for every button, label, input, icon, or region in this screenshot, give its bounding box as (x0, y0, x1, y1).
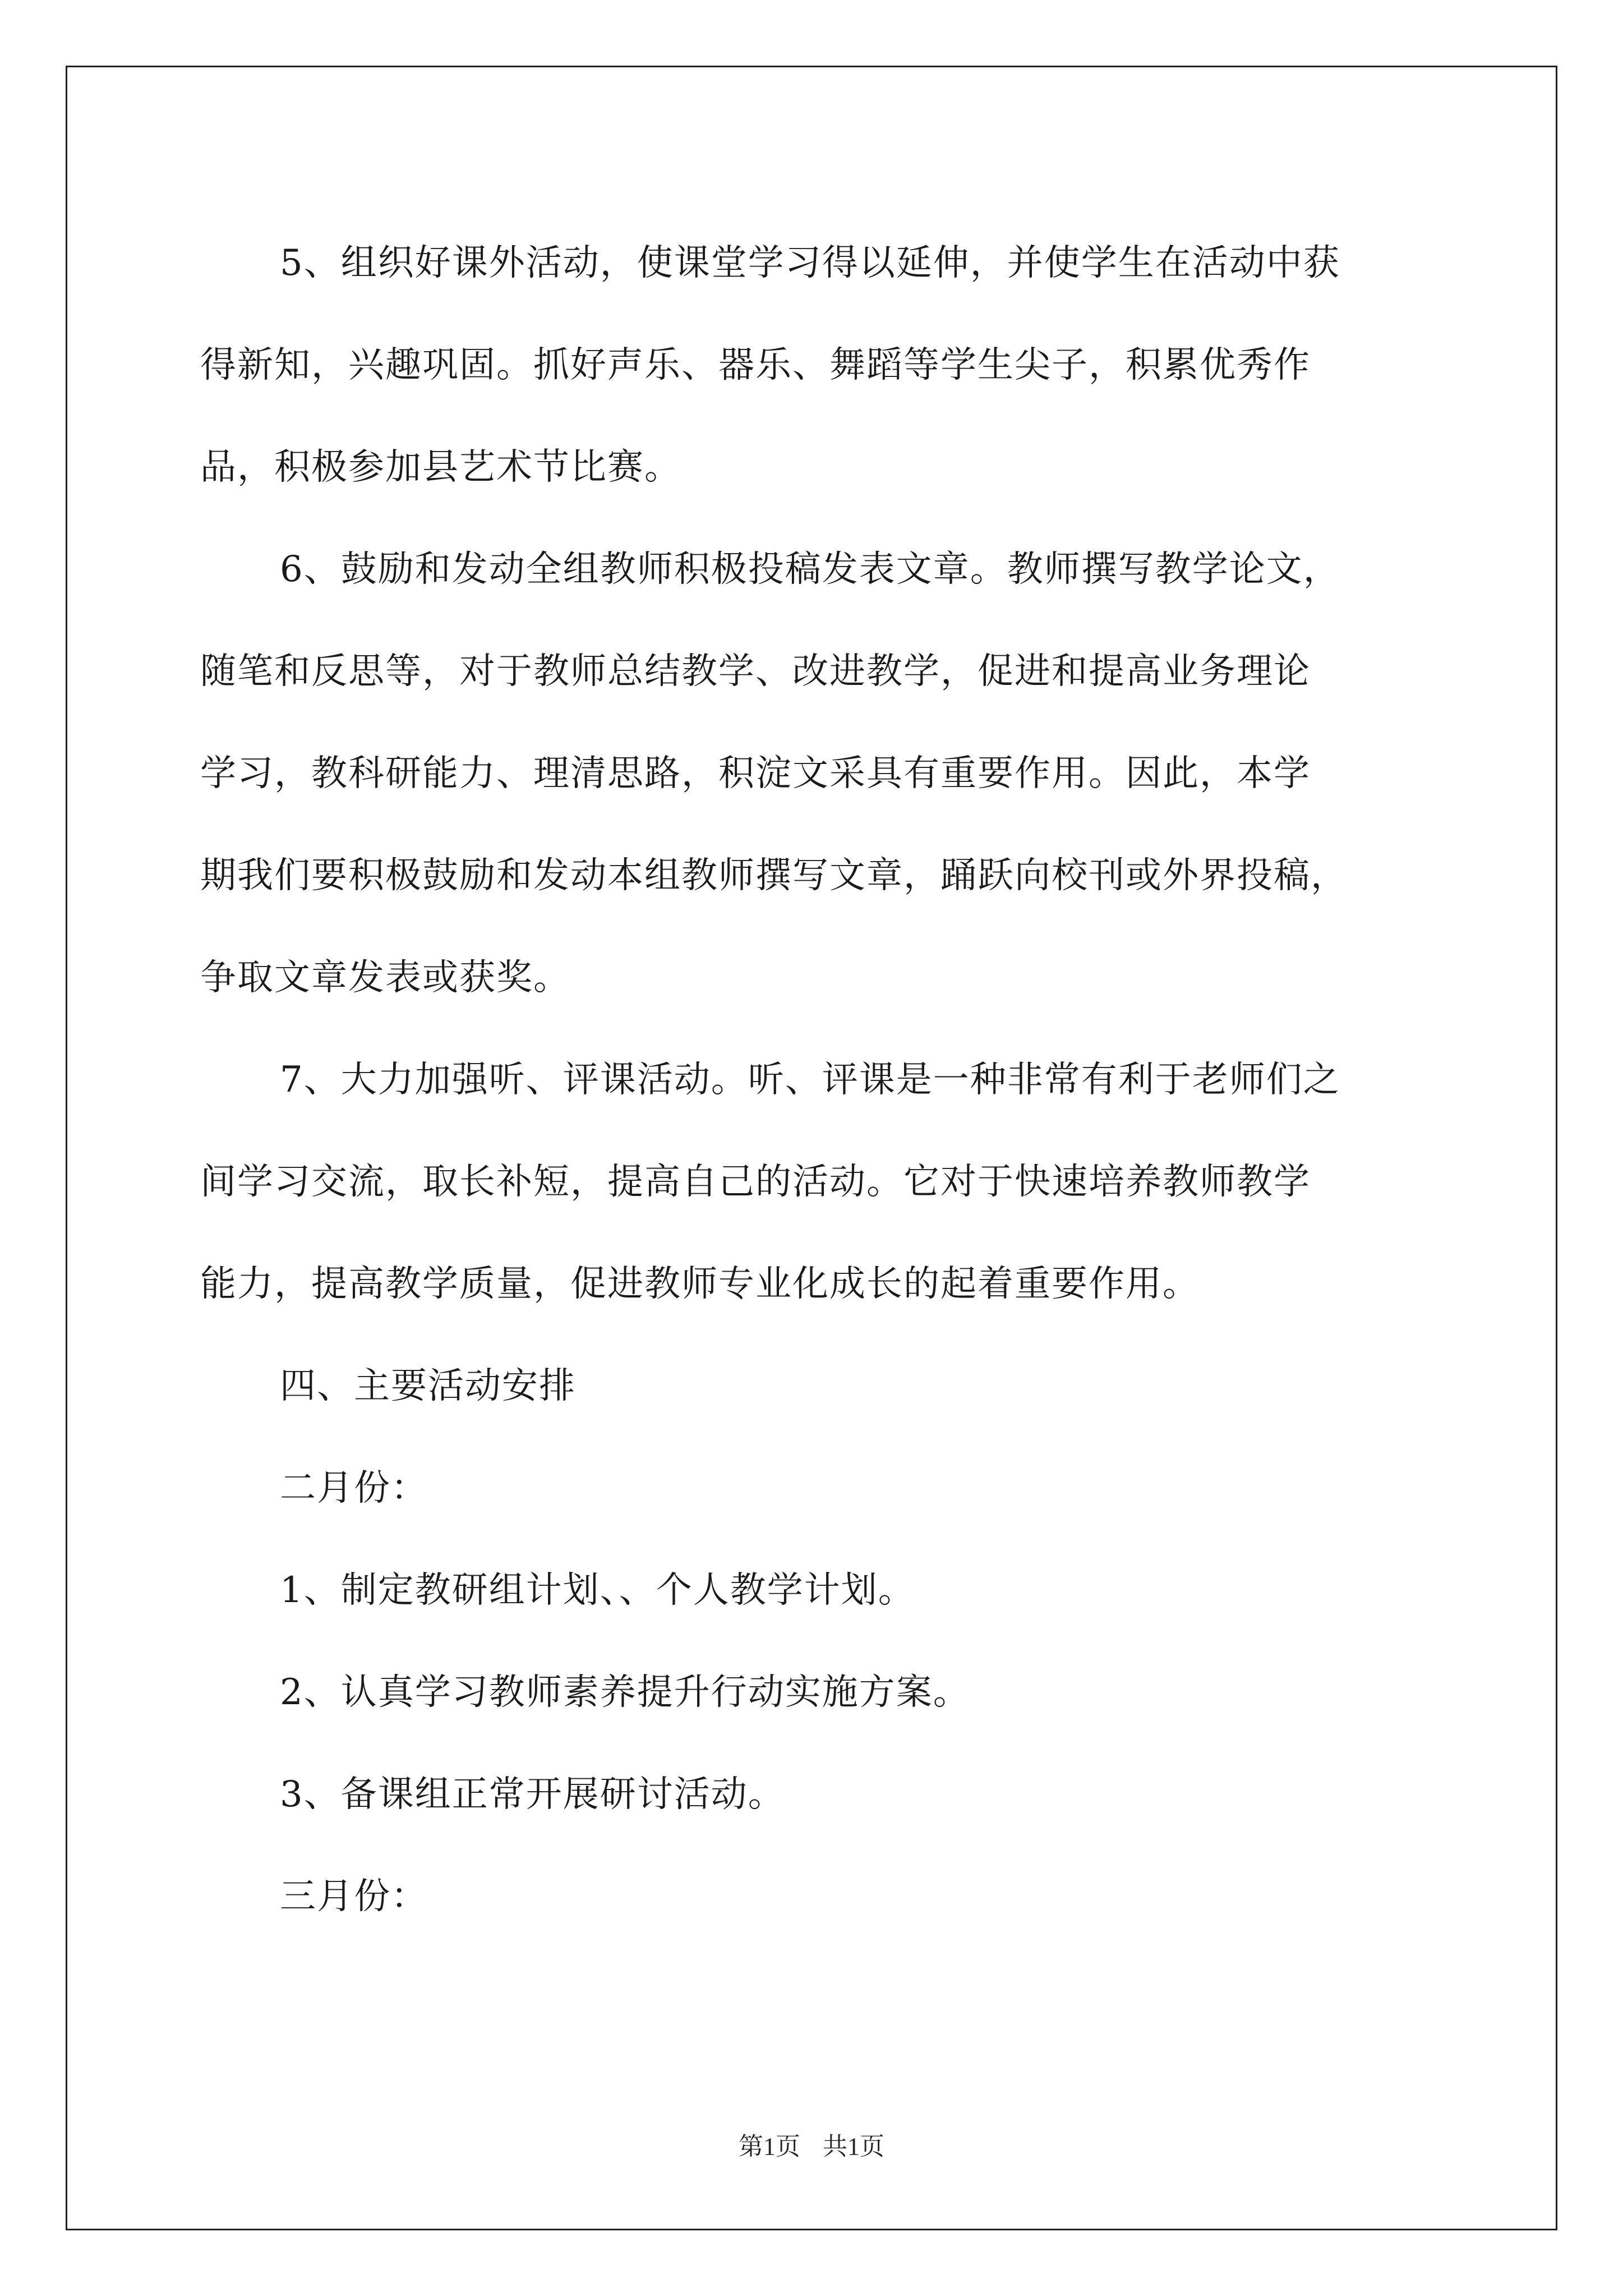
text-line: 1、制定教研组计划、、个人教学计划。 (280, 1570, 915, 1611)
text-line: 3、备课组正常开展研讨活动。 (280, 1774, 785, 1815)
page-total: 共1页 (823, 2133, 884, 2160)
text-line: 7、大力加强听、评课活动。听、评课是一种非常有利于老师们之 (280, 1059, 1340, 1101)
text-line: 学习，教科研能力、理清思路，积淀文采具有重要作用。因此，本学 (200, 753, 1311, 794)
month-heading-march (200, 1846, 1423, 1948)
text-line: 四、主要活动安排 (280, 1365, 576, 1407)
page-footer (0, 2126, 1623, 2162)
text-line: 品，积极参加县艺术节比赛。 (200, 447, 681, 488)
text-line: 期我们要积极鼓励和发动本组教师撰写文章，踊跃向校刊或外界投稿， (200, 855, 1348, 896)
text-line: 能力，提高教学质量，促进教师专业化成长的起着重要作用。 (200, 1263, 1200, 1305)
text-line: 三月份： (280, 1876, 428, 1917)
document-body (200, 212, 1423, 1948)
paragraph-item-5 (200, 212, 1423, 518)
text-line: 6、鼓励和发动全组教师积极投稿发表文章。教师撰写教学论文， (280, 549, 1340, 590)
text-line: 5、组织好课外活动，使课堂学习得以延伸，并使学生在活动中获 (280, 242, 1340, 284)
month-heading-february (200, 1437, 1423, 1539)
list-item (200, 1743, 1423, 1846)
page-number: 第1页 (739, 2133, 800, 2160)
text-line: 2、认真学习教师素养提升行动实施方案。 (280, 1672, 970, 1713)
section-heading (200, 1335, 1423, 1437)
text-line: 争取文章发表或获奖。 (200, 957, 570, 999)
text-line: 间学习交流，取长补短，提高自己的活动。它对于快速培养教师教学 (200, 1161, 1311, 1203)
list-item (200, 1641, 1423, 1743)
paragraph-item-6 (200, 518, 1423, 1029)
text-line: 随笔和反思等，对于教师总结教学、改进教学，促进和提高业务理论 (200, 651, 1311, 692)
list-item (200, 1539, 1423, 1641)
text-line: 二月份： (280, 1467, 428, 1509)
text-line: 得新知，兴趣巩固。抓好声乐、器乐、舞蹈等学生尖子，积累优秀作 (200, 344, 1311, 386)
paragraph-item-7 (200, 1029, 1423, 1335)
